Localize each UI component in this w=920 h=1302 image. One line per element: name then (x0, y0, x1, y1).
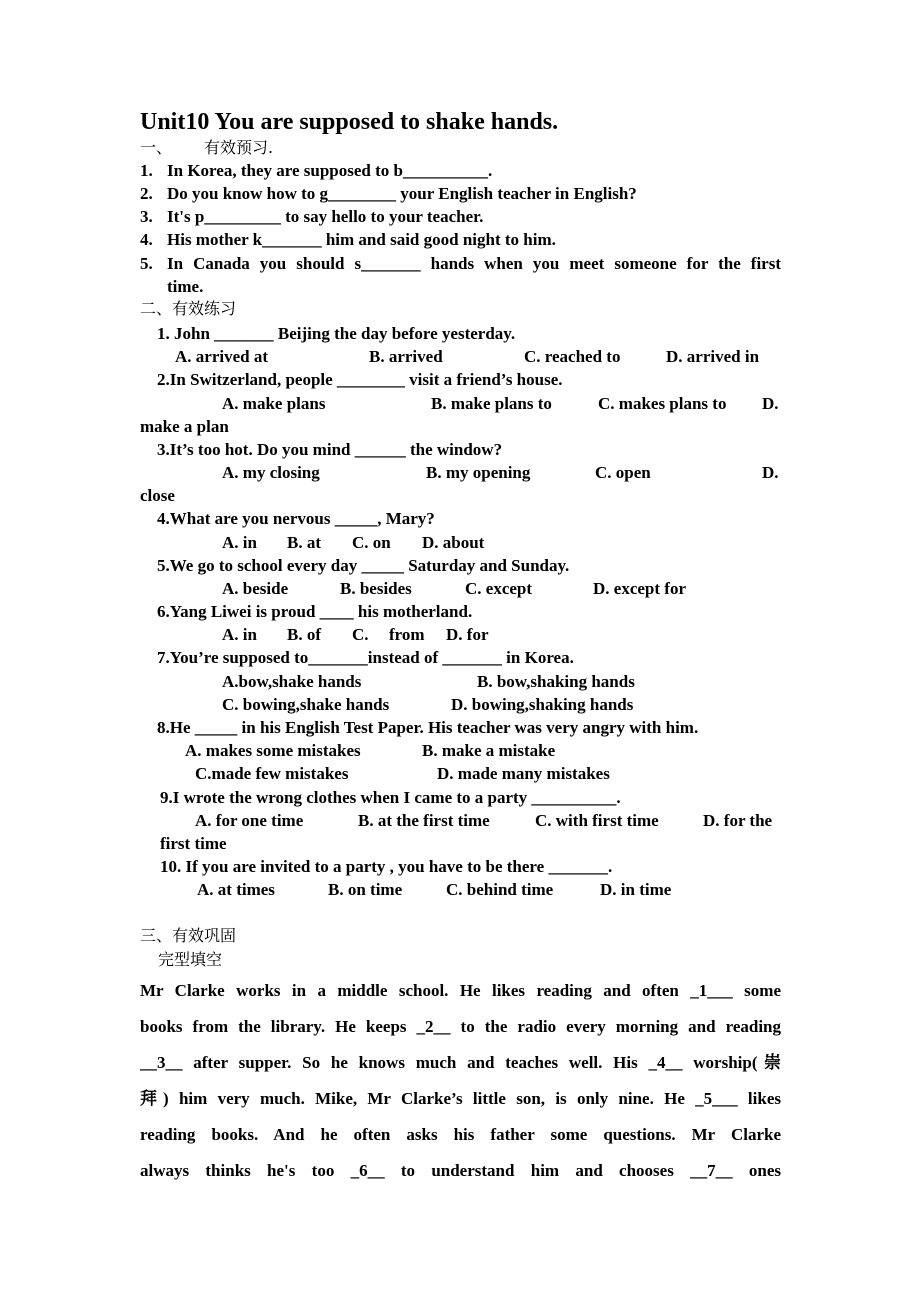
option: C. open (595, 463, 651, 482)
section1-heading: 有效预习. (204, 138, 274, 157)
option: A. in (222, 533, 257, 552)
option: D. (762, 394, 779, 413)
option: C. on (352, 533, 391, 552)
option: D. arrived in (666, 347, 760, 366)
cloze-line: Mr Clarke works in a middle school. He likes reading and often _1___ some (140, 981, 781, 1000)
exercise-question: 4.What are you nervous _____, Mary? (157, 509, 435, 528)
exercise-question: 5.We go to school every day _____ Saturday and Sunday. (157, 556, 570, 575)
section2-heading: 二、有效练习 (140, 299, 237, 318)
option-continuation: make a plan (140, 417, 229, 436)
option: D. for the (703, 811, 773, 830)
preview-question: In Korea, they are supposed to b__________. (167, 161, 493, 180)
preview-question: In Canada you should s_______ hands when you meet someone for the first (167, 254, 781, 273)
option: B. bow,shaking hands (477, 672, 635, 691)
exercise-question: 2.In Switzerland, people ________ visit a friend’s house. (157, 370, 563, 389)
option: D. about (422, 533, 485, 552)
preview-question: Do you know how to g________ your English teacher in English? (167, 184, 637, 203)
page-title: Unit10 You are supposed to shake hands. (140, 109, 559, 135)
option: A. in (222, 625, 257, 644)
option: A.bow,shake hands (222, 672, 362, 691)
option: D. (762, 463, 779, 482)
exercise-question: 9.I wrote the wrong clothes when I came to a party __________. (160, 788, 621, 807)
option: B. besides (340, 579, 412, 598)
exercise-question: 10. If you are invited to a party , you have to be there _______. (160, 857, 613, 876)
exercise-question: 1. John _______ Beijing the day before yesterday. (157, 324, 516, 343)
option: C. with first time (535, 811, 659, 830)
item-number: 4. (140, 230, 153, 249)
option: B. at (287, 533, 321, 552)
section1-heading-number: 一、 (140, 138, 173, 157)
option-continuation: first time (160, 834, 227, 853)
cloze-line: always thinks he's too _6__ to understand him and chooses __7__ ones (140, 1161, 781, 1180)
option: A. my closing (222, 463, 320, 482)
exercise-question: 8.He _____ in his English Test Paper. His teacher was very angry with him. (157, 718, 699, 737)
option: C. reached to (524, 347, 621, 366)
option: A. makes some mistakes (185, 741, 361, 760)
option: A. at times (197, 880, 275, 899)
option: B. make plans to (431, 394, 552, 413)
item-number: 5. (140, 254, 153, 273)
option: C. makes plans to (598, 394, 727, 413)
option: D. in time (600, 880, 672, 899)
option: C. bowing,shake hands (222, 695, 390, 714)
exercise-question: 3.It’s too hot. Do you mind ______ the window? (157, 440, 503, 459)
cloze-line: __3__ after supper. So he knows much and teaches well. His _4__ worship(崇 (140, 1053, 781, 1072)
preview-question: It's p_________ to say hello to your teacher. (167, 207, 484, 226)
cloze-line: books from the library. He keeps _2__ to the radio every morning and reading (140, 1017, 781, 1036)
option: D. for (446, 625, 489, 644)
option: C. (352, 625, 369, 644)
option: D. made many mistakes (437, 764, 610, 783)
option: C.made few mistakes (195, 764, 349, 783)
option: A. beside (222, 579, 289, 598)
item-number: 2. (140, 184, 153, 203)
option: D. bowing,shaking hands (451, 695, 634, 714)
option: B. on time (328, 880, 403, 899)
section3-subheading: 完型填空 (158, 950, 223, 969)
option: D. except for (593, 579, 686, 598)
exercise-question: 6.Yang Liwei is proud ____ his motherland. (157, 602, 473, 621)
preview-question-continuation: time. (167, 277, 204, 296)
option: C. behind time (446, 880, 554, 899)
option-continuation: close (140, 486, 175, 505)
option: B. my opening (426, 463, 531, 482)
exercise-question: 7.You’re supposed to_______instead of _______ in Korea. (157, 648, 574, 667)
preview-question: His mother k_______ him and said good night to him. (167, 230, 556, 249)
item-number: 1. (140, 161, 153, 180)
option: A. arrived at (175, 347, 269, 366)
cloze-line: 拜) him very much. Mike, Mr Clarke’s little son, is only nine. He _5___ likes (140, 1089, 781, 1108)
cloze-line: reading books. And he often asks his father some questions. Mr Clarke (140, 1125, 781, 1144)
option: C. except (465, 579, 533, 598)
option: from (389, 625, 425, 644)
section3-heading: 三、有效巩固 (140, 926, 237, 945)
option: A. for one time (195, 811, 304, 830)
option: B. arrived (369, 347, 443, 366)
option: B. of (287, 625, 321, 644)
item-number: 3. (140, 207, 153, 226)
option: A. make plans (222, 394, 326, 413)
option: B. at the first time (358, 811, 490, 830)
option: B. make a mistake (422, 741, 556, 760)
